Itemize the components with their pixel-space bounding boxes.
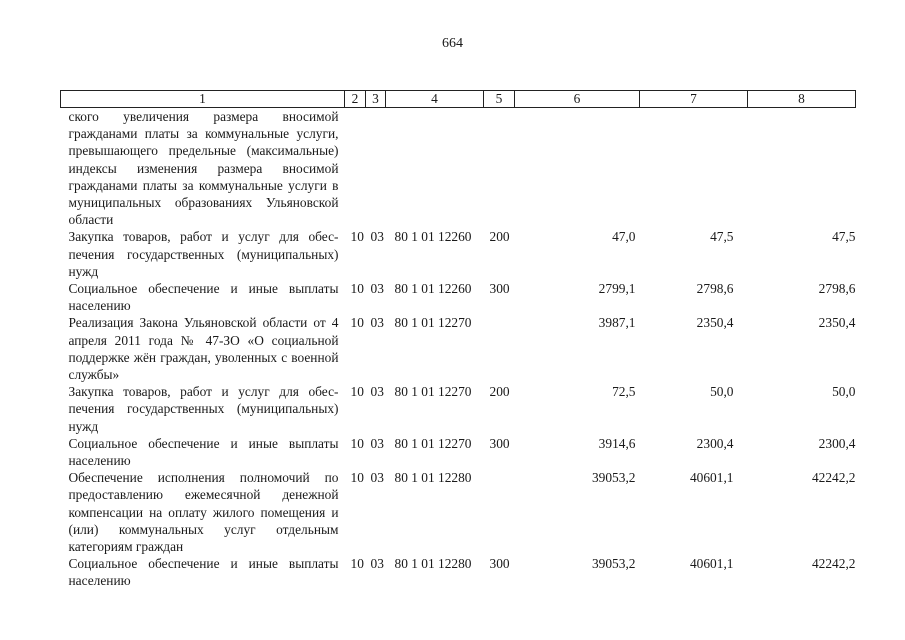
header-col-2: 2 bbox=[345, 91, 366, 108]
row-expense-type: 200 bbox=[489, 229, 510, 245]
row-value-col8 bbox=[748, 108, 856, 229]
row-expense-type bbox=[484, 108, 515, 229]
row-subsection: 03 bbox=[370, 470, 384, 486]
row-subsection: 03 bbox=[370, 556, 384, 572]
row-expense-type: 300 bbox=[489, 556, 510, 572]
row-value-col6: 39053,2 bbox=[591, 556, 636, 572]
row-subsection: 03 bbox=[370, 384, 384, 400]
row-subsection: 03 bbox=[370, 281, 384, 297]
row-section: 10 bbox=[350, 315, 364, 331]
row-target-article: 80 1 01 12270 bbox=[394, 384, 472, 400]
row-value-col7: 2300,4 bbox=[696, 435, 734, 451]
table-row bbox=[61, 280, 856, 314]
header-col-6: 6 bbox=[515, 91, 640, 108]
row-target-article: 80 1 01 12270 bbox=[394, 435, 472, 451]
table-row bbox=[61, 469, 856, 555]
row-value-col6: 47,0 bbox=[612, 229, 636, 245]
row-target-article: 80 1 01 12280 bbox=[394, 556, 472, 572]
row-description: Социальное обеспечение и иные выплаты населению bbox=[68, 281, 339, 314]
row-value-col8: 42242,2 bbox=[811, 470, 856, 486]
row-target-article: 80 1 01 12260 bbox=[394, 229, 472, 245]
header-col-7: 7 bbox=[640, 91, 748, 108]
row-subsection bbox=[366, 108, 386, 229]
row-value-col6: 72,5 bbox=[612, 384, 636, 400]
table-row bbox=[61, 108, 856, 229]
row-value-col7: 40601,1 bbox=[689, 470, 734, 486]
row-section: 10 bbox=[350, 470, 364, 486]
row-subsection: 03 bbox=[370, 435, 384, 451]
row-target-article: 80 1 01 12260 bbox=[394, 281, 472, 297]
row-value-col6: 39053,2 bbox=[591, 470, 636, 486]
row-value-col8: 47,5 bbox=[832, 229, 856, 245]
row-value-col7: 50,0 bbox=[710, 384, 734, 400]
row-section: 10 bbox=[350, 229, 364, 245]
header-col-3: 3 bbox=[366, 91, 386, 108]
row-description: Социальное обеспечение и иные выплаты населению bbox=[68, 435, 339, 469]
table-row bbox=[61, 555, 856, 589]
row-expense-type bbox=[484, 469, 515, 555]
table-row bbox=[61, 383, 856, 435]
row-value-col6: 2799,1 bbox=[598, 281, 636, 297]
row-description: Реализация Закона Ульяновской области от 4 апреля 2011 года № 47-ЗО «О социальной поддержке жён граждан, уволенных с военной службы» bbox=[68, 315, 339, 383]
row-target-article: 80 1 01 12270 bbox=[394, 315, 472, 331]
table-row bbox=[61, 314, 856, 383]
row-description: ского увеличения размера вносимой гражданами платы за коммунальные услуги, превышающего предельные (максимальные) индексы изменения размера вносимой гражданами платы за коммунальные услуги в муниципальных образованиях Ульяновской области bbox=[68, 109, 339, 228]
row-value-col6 bbox=[515, 108, 640, 229]
row-value-col8: 2300,4 bbox=[818, 435, 856, 451]
row-value-col7: 40601,1 bbox=[689, 556, 734, 572]
table-header-row bbox=[61, 91, 856, 108]
row-section bbox=[345, 108, 366, 229]
row-section: 10 bbox=[350, 435, 364, 451]
row-value-col8: 2350,4 bbox=[818, 315, 856, 331]
page-number: 664 bbox=[442, 36, 463, 51]
row-expense-type bbox=[484, 314, 515, 383]
row-subsection: 03 bbox=[370, 229, 384, 245]
row-expense-type: 300 bbox=[489, 281, 510, 297]
row-description: Закупка товаров, работ и услуг для обеспечения государственных (муниципальных) нужд bbox=[68, 384, 339, 434]
budget-table bbox=[60, 90, 856, 590]
header-col-5: 5 bbox=[484, 91, 515, 108]
row-description: Обеспечение исполнения полномочий по предоставлению ежемесячной денежной компенсации на оплату жилого помещения и (или) коммунальных услуг отдельным категориям граждан bbox=[68, 470, 339, 555]
row-value-col8: 2798,6 bbox=[818, 281, 856, 297]
header-col-8: 8 bbox=[748, 91, 856, 108]
row-value-col6: 3987,1 bbox=[598, 315, 636, 331]
row-value-col7: 2798,6 bbox=[696, 281, 734, 297]
row-value-col6: 3914,6 bbox=[598, 435, 636, 451]
row-expense-type: 200 bbox=[489, 384, 510, 400]
row-value-col8: 50,0 bbox=[832, 384, 856, 400]
header-col-1: 1 bbox=[61, 91, 345, 108]
row-description: Социальное обеспечение и иные выплаты населению bbox=[68, 556, 339, 589]
header-col-4: 4 bbox=[386, 91, 484, 108]
row-section: 10 bbox=[350, 384, 364, 400]
row-value-col7: 47,5 bbox=[710, 229, 734, 245]
row-target-article bbox=[386, 108, 484, 229]
table-row bbox=[61, 228, 856, 280]
row-expense-type: 300 bbox=[489, 435, 510, 451]
row-value-col7 bbox=[640, 108, 748, 229]
row-value-col8: 42242,2 bbox=[811, 556, 856, 572]
row-subsection: 03 bbox=[370, 315, 384, 331]
row-section: 10 bbox=[350, 556, 364, 572]
table-row bbox=[61, 435, 856, 469]
row-description: Закупка товаров, работ и услуг для обеспечения государственных (муниципальных) нужд bbox=[68, 229, 339, 279]
row-section: 10 bbox=[350, 281, 364, 297]
row-value-col7: 2350,4 bbox=[696, 315, 734, 331]
row-target-article: 80 1 01 12280 bbox=[394, 470, 472, 486]
